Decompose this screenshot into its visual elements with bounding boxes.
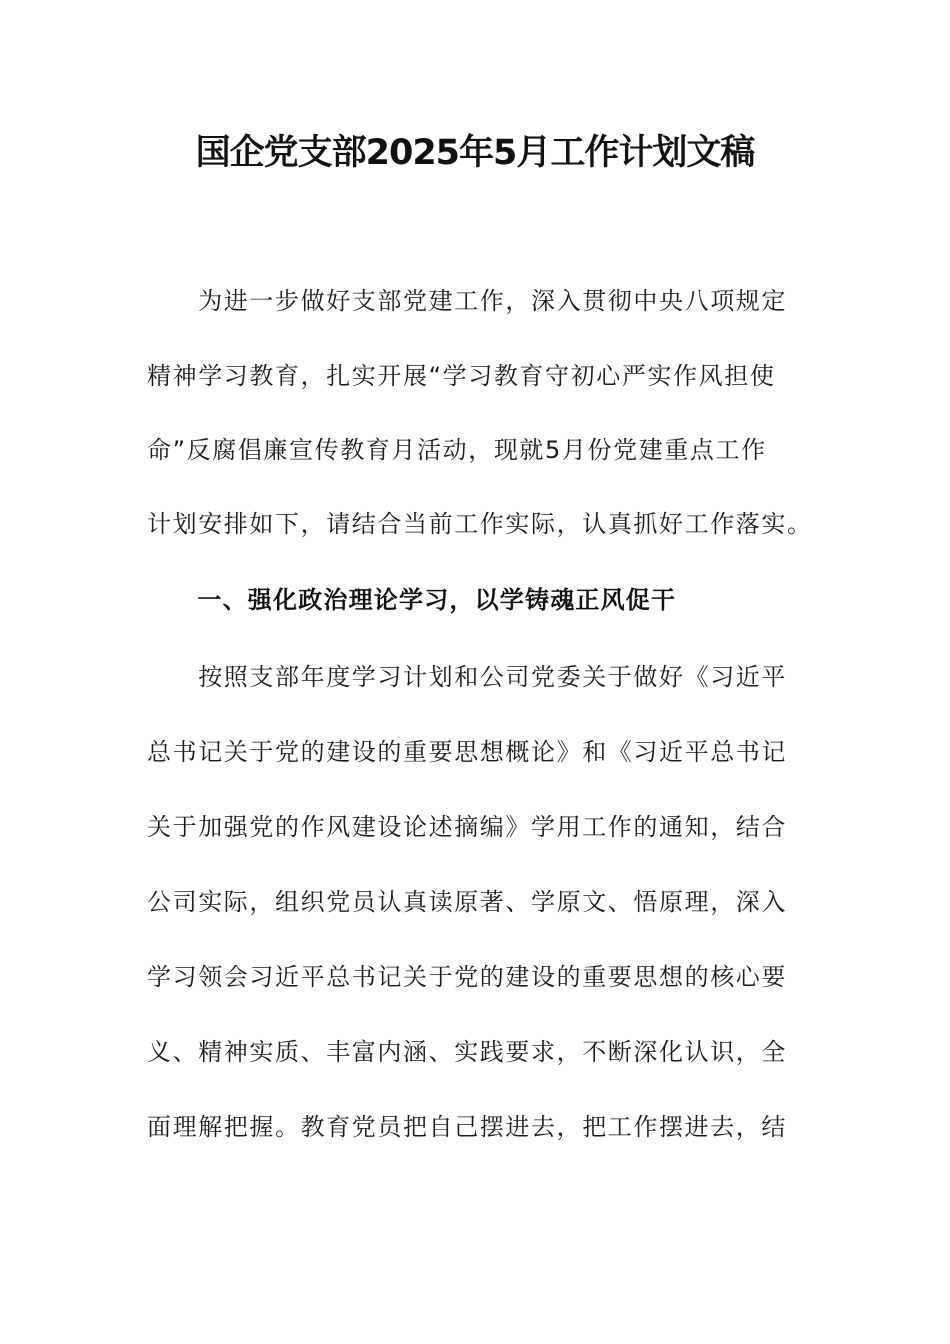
paragraph-1-line-1: 为进一步做好支部党建工作，深入贯彻中央八项规定 bbox=[147, 287, 787, 315]
paragraph-2-line-5: 学习领会习近平总书记关于党的建设的重要思想的核心要 bbox=[147, 963, 787, 991]
paragraph-2-line-6: 义、精神实质、丰富内涵、实践要求，不断深化认识，全 bbox=[147, 1038, 787, 1066]
paragraph-1-line-3: 命”反腐倡廉宣传教育月活动，现就5月份党建重点工作 bbox=[147, 436, 767, 464]
paragraph-1-line-2: 精神学习教育，扎实开展“学习教育守初心严实作风担使 bbox=[147, 362, 776, 390]
section-heading-1: 一、强化政治理论学习，以学铸魂正风促干 bbox=[147, 586, 677, 614]
document-title: 国企党支部2025年5月工作计划文稿 bbox=[195, 133, 755, 173]
paragraph-2-line-7: 面理解把握。教育党员把自己摆进去，把工作摆进去，结 bbox=[147, 1113, 787, 1141]
paragraph-2-line-1: 按照支部年度学习计划和公司党委关于做好《习近平 bbox=[147, 663, 787, 691]
paragraph-1-line-4: 计划安排如下，请结合当前工作实际，认真抓好工作落实。 bbox=[147, 510, 813, 538]
paragraph-2-line-3: 关于加强党的作风建设论述摘编》学用工作的通知，结合 bbox=[147, 813, 787, 841]
paragraph-2-line-4: 公司实际，组织党员认真读原著、学原文、悟原理，深入 bbox=[147, 888, 787, 916]
paragraph-2-line-2: 总书记关于党的建设的重要思想概论》和《习近平总书记 bbox=[147, 738, 787, 766]
